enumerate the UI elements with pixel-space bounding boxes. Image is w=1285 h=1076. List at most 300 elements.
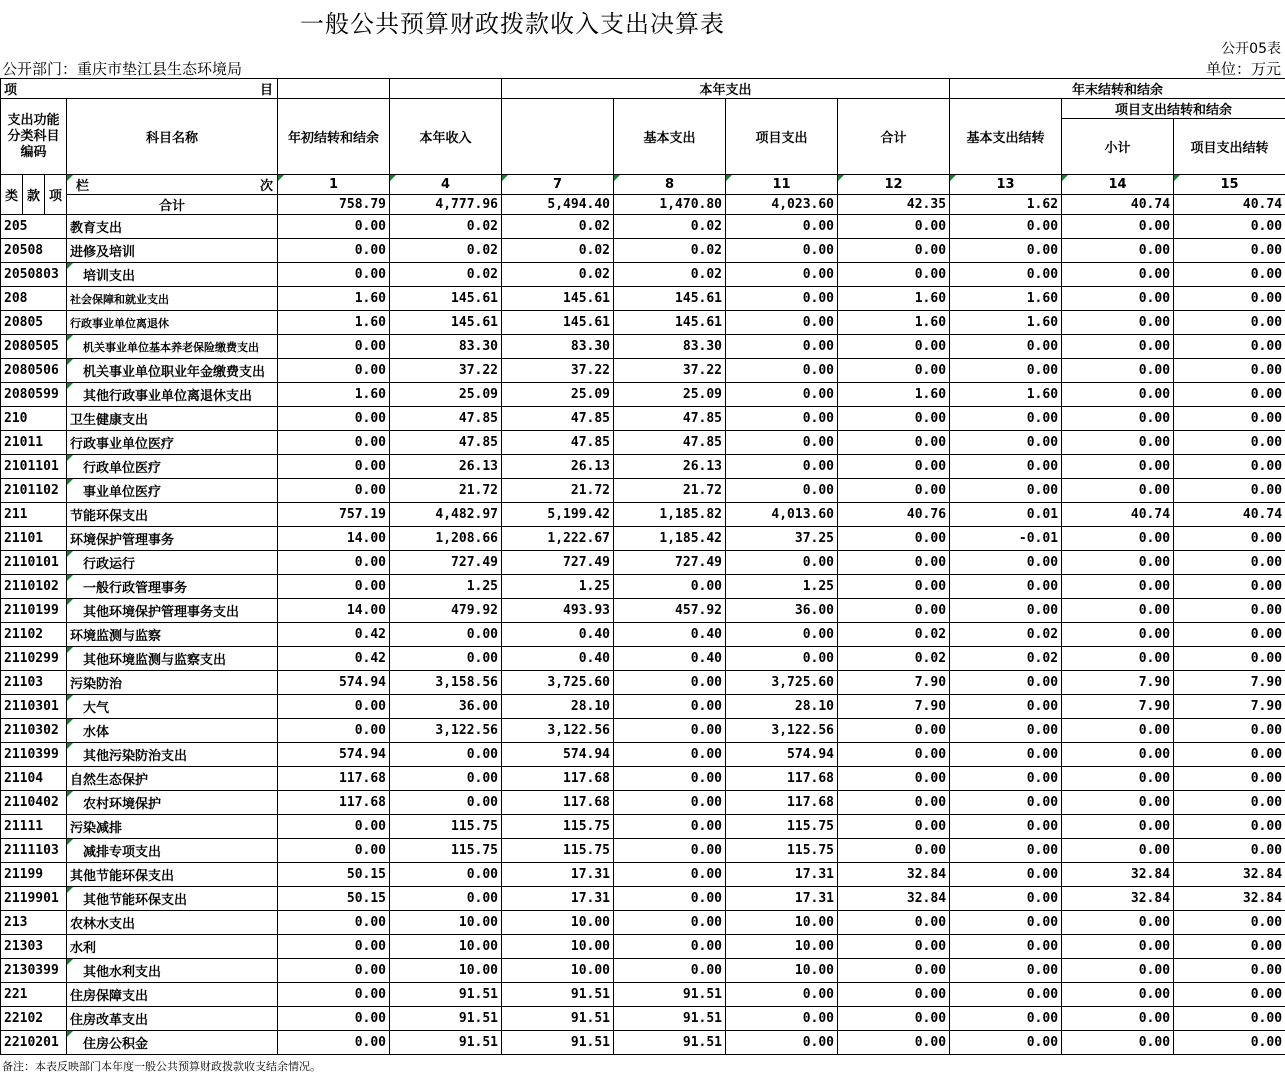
row-code: 2110102 [1,575,67,599]
row-value: 10.00 [502,959,614,983]
lan-ci-header [67,175,278,195]
row-name: 污染防治 [67,671,278,695]
row-value: 0.00 [726,263,838,287]
lan-label: 栏 [76,179,90,194]
row-value: 50.15 [278,887,390,911]
row-value: 0.00 [1174,239,1285,263]
row-value: 0.02 [950,647,1062,671]
row-value: 4,013.60 [726,503,838,527]
row-name: 农林水支出 [67,911,278,935]
row-value: 0.00 [838,551,950,575]
row-value: 0.40 [502,647,614,671]
row-value: 0.00 [838,959,950,983]
row-value: 0.00 [838,527,950,551]
row-value: 32.84 [838,863,950,887]
table-row [1,983,1285,1007]
row-value: 26.13 [502,455,614,479]
row-code: 2080599 [1,383,67,407]
row-value: 0.00 [1062,935,1174,959]
row-name: 环境保护管理事务 [67,527,278,551]
row-value: 0.02 [614,263,726,287]
row-value: 0.02 [390,263,502,287]
closing-basic-header: 基本支出结转 [950,99,1062,175]
row-value: 0.02 [502,263,614,287]
row-value: 0.00 [1062,215,1174,239]
budget-table [0,78,1285,1055]
row-value: 0.00 [726,335,838,359]
row-value: 10.00 [502,935,614,959]
row-value: 83.30 [502,335,614,359]
row-value: 0.00 [614,671,726,695]
footer-note: 备注：本表反映部门本年度一般公共预算财政拨款收支结余情况。 [2,1060,321,1073]
row-value: 32.84 [1062,863,1174,887]
row-value: 1.25 [726,575,838,599]
row-value: 10.00 [726,935,838,959]
row-value: 0.00 [726,551,838,575]
row-code: 205 [1,215,67,239]
row-value: 0.00 [278,815,390,839]
total-value: 1,470.80 [614,195,726,215]
row-value: 0.00 [278,911,390,935]
row-value: 36.00 [390,695,502,719]
row-value: 47.85 [614,407,726,431]
row-value: 0.00 [614,935,726,959]
empty-header-cell [390,79,502,99]
row-value: 0.00 [1174,623,1285,647]
row-value: 0.00 [838,791,950,815]
income-header: 本年收入 [390,99,502,175]
row-value: 0.00 [838,575,950,599]
row-value: 0.00 [278,959,390,983]
row-value: 0.00 [1174,263,1285,287]
row-value: 479.92 [390,599,502,623]
row-value: 14.00 [278,599,390,623]
row-value: 0.02 [502,215,614,239]
row-value: 0.00 [1062,959,1174,983]
row-value: 0.00 [950,839,1062,863]
row-value: 0.00 [950,767,1062,791]
row-value: 0.00 [278,695,390,719]
row-value: 0.00 [390,887,502,911]
row-value: 21.72 [390,479,502,503]
row-code: 21101 [1,527,67,551]
row-value: 25.09 [390,383,502,407]
empty-header-cell [278,79,390,99]
row-value: 47.85 [390,407,502,431]
row-value: 17.31 [502,863,614,887]
row-value: 0.42 [278,647,390,671]
row-code: 21103 [1,671,67,695]
row-value: 145.61 [390,287,502,311]
row-value: 0.40 [502,623,614,647]
expense-total-header [502,99,614,175]
row-value: 1,185.42 [614,527,726,551]
row-value: 0.00 [950,911,1062,935]
row-value: 91.51 [390,983,502,1007]
row-value: 0.00 [1062,983,1174,1007]
row-value: 0.00 [278,935,390,959]
row-value: 0.00 [614,959,726,983]
row-name: 其他环境监测与监察支出 [67,647,278,671]
row-value: 28.10 [502,695,614,719]
table-row [1,887,1285,911]
code-label-header [1,99,67,175]
row-value: 10.00 [390,911,502,935]
row-value: 115.75 [390,839,502,863]
row-value: 0.00 [390,743,502,767]
row-value: 26.13 [390,455,502,479]
row-value: 0.00 [950,695,1062,719]
row-name: 农村环境保护 [67,791,278,815]
row-value: 0.00 [950,479,1062,503]
row-value: 117.68 [278,767,390,791]
row-code: 2110302 [1,719,67,743]
table-row [1,431,1285,455]
row-value: 1.25 [390,575,502,599]
row-value: 0.00 [1062,1031,1174,1055]
row-value: 3,122.56 [390,719,502,743]
row-value: 0.02 [614,239,726,263]
row-name: 其他水利支出 [67,959,278,983]
row-value: 0.00 [1062,719,1174,743]
row-code: 2110399 [1,743,67,767]
total-value: 40.74 [1062,195,1174,215]
row-value: 0.02 [950,623,1062,647]
row-name: 其他污染防治支出 [67,743,278,767]
row-value: 727.49 [502,551,614,575]
row-value: 117.68 [502,791,614,815]
row-value: 0.00 [838,1007,950,1031]
row-value: 145.61 [502,311,614,335]
row-value: 1.60 [278,287,390,311]
row-value: 0.00 [1174,527,1285,551]
row-value: 115.75 [390,815,502,839]
row-value: 0.00 [1062,575,1174,599]
row-value: 0.00 [950,743,1062,767]
row-value: 0.00 [614,743,726,767]
row-value: 91.51 [502,1031,614,1055]
row-name: 其他节能环保支出 [67,863,278,887]
table-row [1,791,1285,815]
total-value: 4,023.60 [726,195,838,215]
row-value: 0.00 [726,287,838,311]
row-value: 0.00 [1174,599,1285,623]
total-label: 合计 [67,195,278,215]
department-label: 公开部门：重庆市垫江县生态环境局 [2,60,243,78]
row-code: 2110301 [1,695,67,719]
row-value: 0.00 [1062,479,1174,503]
row-value: 574.94 [278,671,390,695]
row-value: 0.00 [614,695,726,719]
row-value: 0.00 [950,719,1062,743]
row-value: 0.00 [390,791,502,815]
item-header-left: 项 [4,83,18,98]
col-number: 12 [838,175,950,195]
table-row [1,695,1285,719]
table-row [1,623,1285,647]
row-value: 0.00 [726,383,838,407]
table-row [1,311,1285,335]
row-value: 47.85 [390,431,502,455]
row-value: 727.49 [614,551,726,575]
table-row [1,743,1285,767]
row-value: 0.00 [1174,911,1285,935]
row-value: 1.60 [950,383,1062,407]
row-value: 0.00 [1062,647,1174,671]
row-value: 0.00 [278,1031,390,1055]
row-value: 0.00 [726,407,838,431]
row-name: 住房公积金 [67,1031,278,1055]
row-value: 91.51 [390,1031,502,1055]
item-header [1,79,278,99]
row-value: 10.00 [502,911,614,935]
row-value: 0.00 [1062,383,1174,407]
row-code: 213 [1,911,67,935]
row-value: 0.00 [1062,599,1174,623]
row-value: 47.85 [614,431,726,455]
row-value: 117.68 [726,791,838,815]
row-value: 0.00 [1174,287,1285,311]
table-row [1,239,1285,263]
table-row [1,503,1285,527]
row-value: 7.90 [1174,671,1285,695]
row-value: 0.00 [1174,767,1285,791]
row-code: 21011 [1,431,67,455]
row-code: 21102 [1,623,67,647]
row-code: 22102 [1,1007,67,1031]
ci-label: 次 [260,179,274,194]
row-name: 水利 [67,935,278,959]
row-value: 91.51 [502,1007,614,1031]
row-value: 0.00 [1062,815,1174,839]
col-number: 15 [1174,175,1285,195]
table-row [1,719,1285,743]
row-value: 17.31 [726,863,838,887]
row-value: 0.00 [614,911,726,935]
row-value: 40.74 [1174,503,1285,527]
row-value: 0.00 [838,455,950,479]
row-value: 0.00 [1174,743,1285,767]
row-name: 进修及培训 [67,239,278,263]
row-value: 0.00 [614,719,726,743]
row-value: 47.85 [502,431,614,455]
row-value: 0.00 [950,935,1062,959]
row-value: 0.42 [278,623,390,647]
table-row [1,527,1285,551]
row-value: 0.00 [838,935,950,959]
row-value: 0.00 [1062,359,1174,383]
name-label-header: 科目名称 [67,99,278,175]
row-value: 0.00 [1174,719,1285,743]
table-row [1,455,1285,479]
row-value: 0.00 [1062,311,1174,335]
row-value: 0.00 [838,215,950,239]
row-value: 0.00 [278,431,390,455]
row-value: 21.72 [614,479,726,503]
row-value: 3,122.56 [726,719,838,743]
row-code: 2080506 [1,359,67,383]
row-code: 21111 [1,815,67,839]
row-value: 7.90 [838,671,950,695]
table-row [1,359,1285,383]
row-code: 2101101 [1,455,67,479]
row-value: 91.51 [614,1007,726,1031]
row-value: 0.00 [1174,431,1285,455]
row-value: 117.68 [726,767,838,791]
row-value: 0.00 [838,479,950,503]
table-row [1,551,1285,575]
table-row [1,815,1285,839]
form-number: 公开05表 [1221,41,1281,57]
row-value: 0.00 [950,407,1062,431]
row-value: 115.75 [726,815,838,839]
row-value: 0.00 [614,863,726,887]
row-value: 0.00 [1062,839,1174,863]
row-value: 7.90 [1062,695,1174,719]
row-value: 0.00 [726,983,838,1007]
row-value: 0.00 [838,335,950,359]
row-name: 一般行政管理事务 [67,575,278,599]
row-value: 1.60 [950,287,1062,311]
table-row [1,575,1285,599]
total-row [1,195,1285,215]
row-name: 其他行政事业单位离退休支出 [67,383,278,407]
row-value: 0.00 [1062,407,1174,431]
row-name: 培训支出 [67,263,278,287]
row-value: 0.00 [950,575,1062,599]
row-value: 1.60 [838,383,950,407]
row-name: 住房保障支出 [67,983,278,1007]
row-value: 1.60 [278,383,390,407]
row-value: 0.00 [950,551,1062,575]
row-value: 7.90 [838,695,950,719]
row-value: 3,725.60 [502,671,614,695]
row-value: 10.00 [726,911,838,935]
row-value: 0.00 [278,983,390,1007]
row-value: 25.09 [614,383,726,407]
row-value: 37.22 [390,359,502,383]
row-value: 0.00 [1174,791,1285,815]
row-name: 教育支出 [67,215,278,239]
row-value: 574.94 [502,743,614,767]
row-value: 0.00 [950,983,1062,1007]
row-value: 0.00 [1174,359,1285,383]
row-code: 211 [1,503,67,527]
row-value: 1,222.67 [502,527,614,551]
code-label-text: 支出功能分类科目编码 [7,112,60,160]
row-code: 2119901 [1,887,67,911]
row-value: 0.00 [726,1031,838,1055]
row-name: 机关事业单位基本养老保险缴费支出 [67,335,278,359]
row-value: 40.76 [838,503,950,527]
row-value: 117.68 [278,791,390,815]
row-name: 环境监测与监察 [67,623,278,647]
row-value: 0.00 [278,263,390,287]
row-code: 210 [1,407,67,431]
row-value: 0.00 [278,1007,390,1031]
closing-group-header: 年末结转和结余 [950,79,1285,99]
row-value: 0.00 [278,335,390,359]
row-value: 7.90 [1062,671,1174,695]
row-value: 0.00 [838,839,950,863]
row-value: 0.00 [950,791,1062,815]
col-number: 1 [278,175,390,195]
row-value: 0.00 [726,359,838,383]
row-value: 1.60 [838,311,950,335]
row-value: 0.00 [1062,287,1174,311]
row-value: 14.00 [278,527,390,551]
row-value: 145.61 [502,287,614,311]
col-number: 4 [390,175,502,195]
row-value: 0.00 [726,479,838,503]
row-value: 91.51 [614,983,726,1007]
closing-project-header: 项目支出结转 [1174,119,1285,175]
row-value: 0.00 [1062,767,1174,791]
closing-total-header: 合计 [838,99,950,175]
row-value: 0.00 [614,767,726,791]
row-value: 0.00 [726,647,838,671]
row-name: 行政运行 [67,551,278,575]
row-code: 2210201 [1,1031,67,1055]
row-value: 0.00 [1062,551,1174,575]
row-value: 32.84 [1062,887,1174,911]
row-name: 节能环保支出 [67,503,278,527]
row-value: 145.61 [614,311,726,335]
row-value: 47.85 [502,407,614,431]
row-value: 0.00 [614,575,726,599]
row-value: 0.00 [390,623,502,647]
row-value: 37.25 [726,527,838,551]
row-code: 2101102 [1,479,67,503]
table-row [1,407,1285,431]
unit-label: 单位：万元 [1205,60,1281,78]
row-value: 0.00 [390,863,502,887]
row-code: 2110101 [1,551,67,575]
xiang-header: 项 [45,175,67,215]
row-value: 1.60 [278,311,390,335]
total-value: 42.35 [838,195,950,215]
row-value: 0.02 [838,623,950,647]
table-row [1,767,1285,791]
row-value: 0.00 [1174,839,1285,863]
row-value: 10.00 [390,935,502,959]
row-value: 493.93 [502,599,614,623]
expense-basic-header: 基本支出 [614,99,726,175]
row-value: 0.00 [726,1007,838,1031]
row-value: 0.00 [1174,551,1285,575]
row-value: 0.00 [1062,455,1174,479]
row-value: 0.00 [950,359,1062,383]
row-value: 0.00 [950,455,1062,479]
row-value: 0.00 [838,983,950,1007]
row-code: 208 [1,287,67,311]
row-name: 减排专项支出 [67,839,278,863]
column-number-row [1,175,1285,195]
row-value: 0.00 [838,263,950,287]
row-value: 3,122.56 [502,719,614,743]
table-row [1,863,1285,887]
row-name: 卫生健康支出 [67,407,278,431]
row-value: 0.00 [1174,935,1285,959]
row-name: 其他节能环保支出 [67,887,278,911]
expense-group-header: 本年支出 [502,79,950,99]
row-value: 0.00 [278,455,390,479]
closing-project-group-header: 项目支出结转和结余 [1062,99,1285,119]
row-value: 91.51 [502,983,614,1007]
row-code: 2110199 [1,599,67,623]
row-value: 0.00 [726,431,838,455]
row-value: 28.10 [726,695,838,719]
